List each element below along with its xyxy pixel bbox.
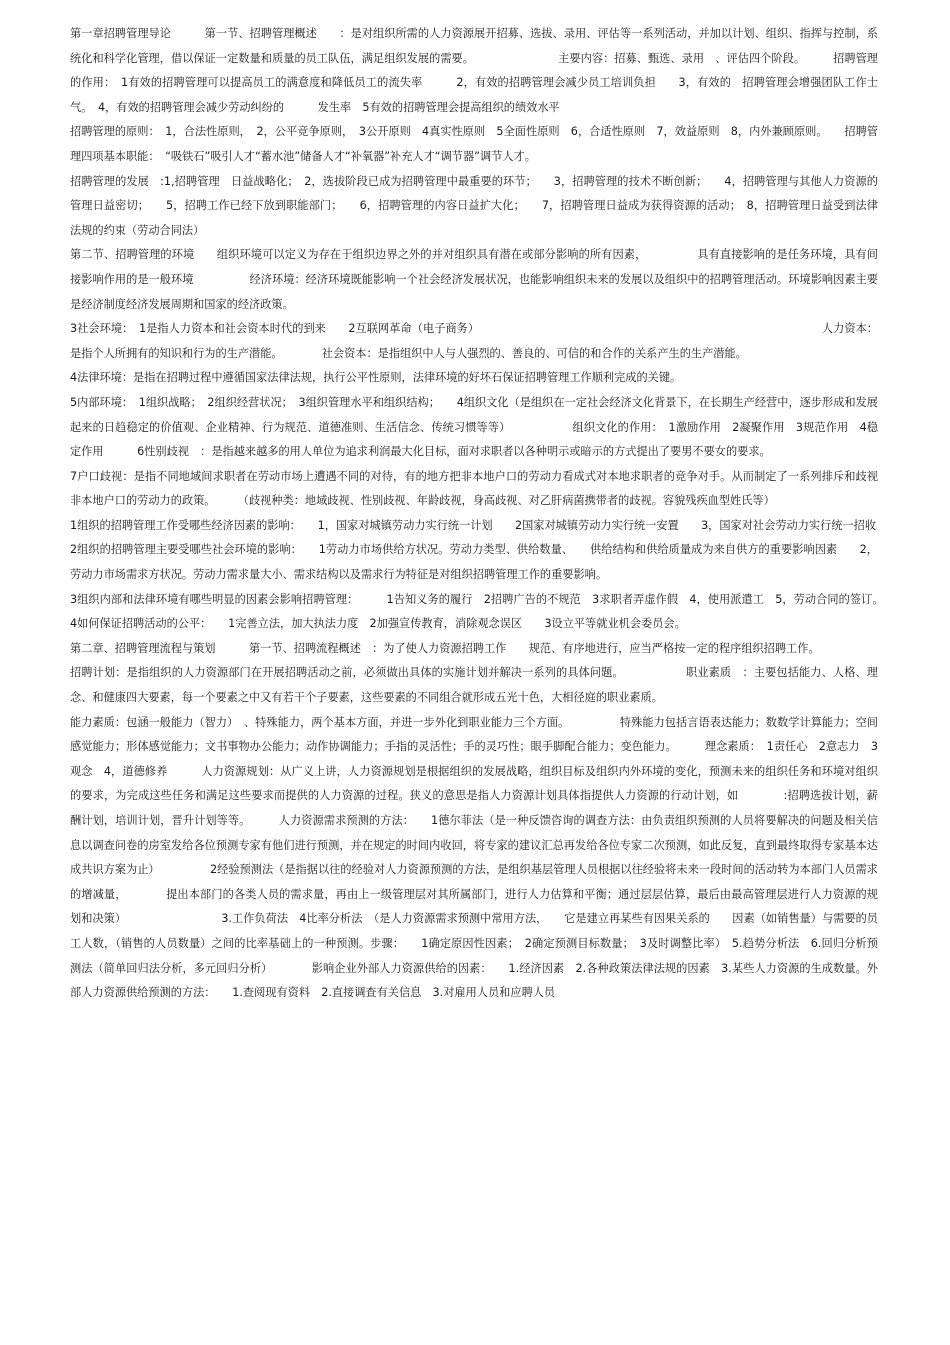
paragraph-ch1-intro: 第一章招聘管理导论 第一节、招聘管理概述 ：是对组织所需的人力资源展开招募、选拔、录用、评估等一系列活动，并加以计划、组织、指挥与控制，系统化和科学化管理，借以保证一定数量和质量的员工队伍，满足组织发展的需要。 主要内容：招募、甄选、录用 、评估四个阶段。 招聘管理的作用： 1有效的招聘管理可以提高员工的满意度和降低员工的流失率 2，有效的招聘管理会减少员工培训负担 3，有效的 招聘管理会增强团队工作士气。 4，有效的招聘管理会减少劳动纠纷的 发生率 5有效的招聘管理会提高组织的绩效水平: [70, 27, 878, 114]
document-body: [70, 22, 901, 1006]
paragraph-ch2-intro: 第二章、招聘管理流程与策划 第一节、招聘流程概述 ：为了使人力资源招聘工作 规范、有序地进行，应当严格按一定的程序组织招聘工作。: [70, 641, 820, 655]
paragraph-principles: 招聘管理的原则： 1，合法性原则， 2，公平竞争原则， 3公开原则 4真实性原则 5全面性原则 6，合适性原则 7，效益原则 8，内外兼顾原则。 招聘管理四项基本职能： “吸铁石”吸引人才“蓄水池”储备人才“补氧器”补充人才“调节器”调节人才。: [70, 125, 878, 163]
paragraph-household-discrimination: 7户口歧视：是指不同地域间求职者在劳动市场上遭遇不同的对待，有的地方把非本地户口的劳动力看成式对本地求职者的竞争对手。从而制定了一系列排斥和歧视非本地户口的劳动力的政策。 （歧视种类：地域歧视、性别歧视、年龄歧视，身高歧视、对乙肝病菌携带者的歧视。容貌残疾血型姓氏等）: [70, 469, 878, 508]
paragraph-question-1: 1组织的招聘管理工作受哪些经济因素的影响： 1，国家对城镇劳动力实行统一计划 2国家对城镇劳动力实行统一安置 3，国家对社会劳动力实行统一招收: [70, 518, 877, 532]
paragraph-recruitment-plan: 招聘计划：是指组织的人力资源部门在开展招聘活动之前，必须做出具体的实施计划并解决一系列的具体问题。 职业素质 ：主要包括能力、人格、理念、和健康四大要素，每一个要素之中又有若干个子要素，这些要素的不同组合就形成五光十色，大相径庭的职业素质。: [70, 666, 878, 705]
paragraph-environment: 第二节、招聘管理的环境 组织环境可以定义为存在于组织边界之外的并对组织具有潜在或部分影响的所有因素， 具有直接影响的是任务环境，具有间接影响作用的是一般环境 经济环境：经济环境既能影响一个社会经济发展状况，也能影响组织未来的发展以及组织中的招聘管理活动。环境影响因素主要是经济制度经济发展周期和国家的经济政策。: [70, 248, 878, 311]
paragraph-development: 招聘管理的发展 :1,招聘管理 日益战略化； 2，选拔阶段已成为招聘管理中最重要的环节； 3，招聘管理的技术不断创新； 4，招聘管理与其他人力资源的管理日益密切； 5，招聘工作已经下放到职能部门； 6，招聘管理的内容日益扩大化； 7，招聘管理日益成为获得资源的活动； 8，招聘管理日益受到法律法规的约束（劳动合同法）: [70, 174, 878, 237]
paragraph-question-2: 2组织的招聘管理主要受哪些社会环境的影响： 1劳动力市场供给方状况。劳动力类型、供给数量、 供给结构和供给质量成为来自供方的重要影响因素 2，劳动力市场需求方状况。劳动力需求量大小、需求结构以及需求行为特征是对组织招聘管理工作的重要影响。: [70, 543, 878, 582]
paragraph-ability-quality: 能力素质：包涵一般能力（智力） 、特殊能力，两个基本方面，并进一步外化到职业能力三个方面。 特殊能力包括言语表达能力；数数学计算能力；空间感觉能力；形体感觉能力；文书事物办公能力；动作协调能力；手指的灵活性；手的灵巧性；眼手脚配合能力；变色能力。 理念素质： 1责任心 2意志力 3观念 4，道德修养 人力资源规划：从广义上讲，人力资源规划是根据组织的发展战略，组织目标及组织内外环境的变化，预测未来的组织任务和环境对组织的要求，为完成这些任务和满足这些要求而提供的人力资源的过程。狭义的意思是指人力资源计划具体指提供人力资源的行动计划，如 :招聘选拔计划，薪酬计划，培训计划，晋升计划等等。 人力资源需求预测的方法： 1德尔菲法（是一种反馈咨询的调查方法：由负责组织预测的人员将要解决的问题及相关信息以调查问卷的房室发给各位预测专家有他们进行预测，并在规定的时间内收回，将专家的建议汇总再发给各位专家二次预测，如此反复，直到最终取得专家基本达成共识方案为止） 2经验预测法（是指据以往的经验对人力资源预测的方法，是组织基层管理人员根据以往经验将未来一段时间的活动转为本部门人员需求的增减量， 提出本部门的各类人员的需求量，再由上一级管理层对其所属部门，进行人力估算和平衡；通过层层估算，最后由最高管理层进行人力资源的规划和决策） 3.工作负荷法 4比率分析法 （是人力资源需求预测中常用方法， 它是建立再某些有因果关系的 因素（如销售量）与需要的员工人数，（销售的人员数量）之间的比率基础上的一种预测。步骤： 1确定原因性因素； 2确定预测目标数量； 3及时调整比率） 5.趋势分析法 6.回归分析预测法（简单回归法分析，多元回归分析） 影响企业外部人力资源供给的因素： 1.经济因素 2.各种政策法律法规的因素 3.某些人力资源的生成数量。外部人力资源供给预测的方法： 1.查阅现有资料 2.直接调查有关信息 3.对雇用人员和应聘人员: [70, 715, 878, 1000]
paragraph-question-3: 3组织内部和法律环境有哪些明显的因素会影响招聘管理： 1告知义务的履行 2招聘广告的不规范 3求职者弄虚作假 4，使用派遣工 5，劳动合同的签订。 4如何保证招聘活动的公平： 1完善立法，加大执法力度 2加强宣传教育，消除观念误区 3设立平等就业机会委员会。: [70, 592, 901, 631]
paragraph-internal-environment: 5内部环境： 1组织战略； 2组织经营状况； 3组织管理水平和组织结构； 4组织文化（是组织在一定社会经济文化背景下，在长期生产经营中，逐步形成和发展起来的日趋稳定的价值观、企业精神、行为规范、道德准则、生活信念、传统习惯等等） 组织文化的作用： 1激励作用 2凝聚作用 3规范作用 4稳定作用 6性别歧视 ：是指越来越多的用人单位为追求利润最大化目标，面对求职者以各种明示或暗示的方式提出了要男不要女的要求。: [70, 395, 878, 459]
paragraph-social-environment: 3社会环境： 1是指人力资本和社会资本时代的到来 2互联网革命（电子商务） 人力资本：是指个人所拥有的知识和行为的生产潜能。 社会资本：是指组织中人与人强烈的、善良的、可信的和合作的关系产生的生产潜能。: [70, 322, 878, 360]
paragraph-legal-environment: 4法律环境：是指在招聘过程中遵循国家法律法规，执行公平性原则，法律环境的好坏石保证招聘管理工作顺利完成的关键。: [70, 371, 682, 385]
